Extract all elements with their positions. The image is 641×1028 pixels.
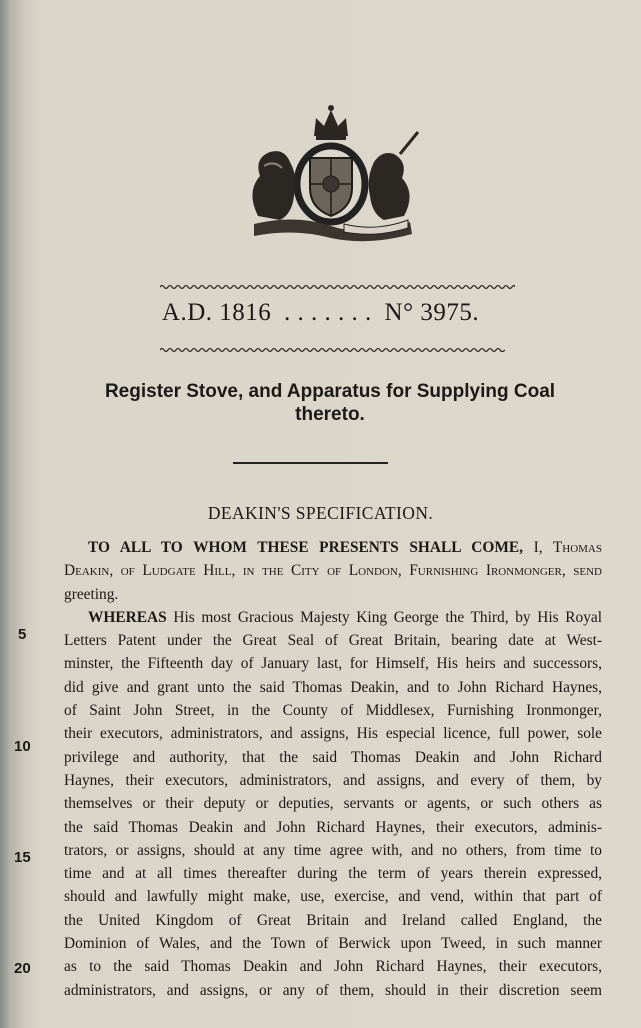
body-line: did give and grant unto the said Thomas Deakin, and to John Richard Haynes, <box>64 678 602 696</box>
wavy-rule-top <box>160 284 515 290</box>
body-text-span: His most Gracious Majesty King George the Third, by His Royal <box>173 608 602 626</box>
body-line: Dominion of Wales, and the Town of Berwick upon Tweed, in such manner <box>64 935 602 953</box>
line-number-10: 10 <box>14 738 31 755</box>
specification-body <box>64 536 602 1002</box>
body-line: minster, the Fifteenth day of January last, for Himself, His heirs and successors, <box>64 655 602 673</box>
whereas-clause: WHEREAS <box>88 608 167 626</box>
body-line: as to the said Thomas Deakin and John Richard Haynes, their executors, <box>64 958 602 976</box>
patent-year: A.D. 1816 <box>161 299 272 326</box>
opening-clause: TO ALL TO WHOM THESE PRESENTS SHALL COME, <box>88 539 523 556</box>
body-line: of Saint John Street, in the County of Middlesex, Furnishing Ironmonger, <box>64 702 602 720</box>
body-line: trators, or assigns, should at any time agree with, and no others, from time to <box>64 841 602 859</box>
body-line: the said Thomas Deakin and John Richard Haynes, their executors, adminis- <box>64 818 602 836</box>
wavy-rule-bottom <box>160 347 505 353</box>
body-line <box>64 536 602 559</box>
line-number-5: 5 <box>18 626 27 643</box>
royal-coat-of-arms-icon <box>236 96 426 246</box>
body-line: Haynes, their executors, administrators, and assigns, and every of them, by <box>64 771 602 789</box>
patent-title <box>60 380 600 426</box>
body-line: the United Kingdom of Great Britain and Ireland called England, the <box>64 911 602 929</box>
body-text-span: I, Thomas <box>533 539 602 556</box>
title-line-2: thereto. <box>295 404 365 425</box>
body-line: Deakin, of Ludgate Hill, in the City of London, Furnishing Ironmonger, send <box>64 562 602 580</box>
patent-number: N° 3975. <box>384 299 480 326</box>
patent-header <box>0 299 641 327</box>
body-line: their executors, administrators, and assigns, His especial licence, full power, sole <box>64 725 602 743</box>
line-number-15: 15 <box>14 849 31 866</box>
body-line <box>64 606 602 629</box>
body-line: Letters Patent under the Great Seal of Great Britain, bearing date at West- <box>64 632 602 650</box>
body-line: administrators, and assigns, or any of them, should in their discretion seem <box>64 981 602 999</box>
line-number-20: 20 <box>14 960 31 977</box>
header-dots: . . . . . . . <box>284 299 372 326</box>
body-line: should and lawfully might make, use, exercise, and vend, within that part of <box>64 888 602 906</box>
specification-heading: DEAKIN'S SPECIFICATION. <box>207 503 434 523</box>
body-line: themselves or their deputy or deputies, servants or agents, or such others as <box>64 795 602 813</box>
body-line: time and at all times thereafter during the term of years therein expressed, <box>64 865 602 883</box>
body-line: greeting. <box>64 585 119 603</box>
title-line-1: Register Stove, and Apparatus for Supplying Coal <box>104 381 556 402</box>
body-line: privilege and authority, that the said Thomas Deakin and John Richard <box>64 748 602 766</box>
title-divider <box>233 462 388 464</box>
